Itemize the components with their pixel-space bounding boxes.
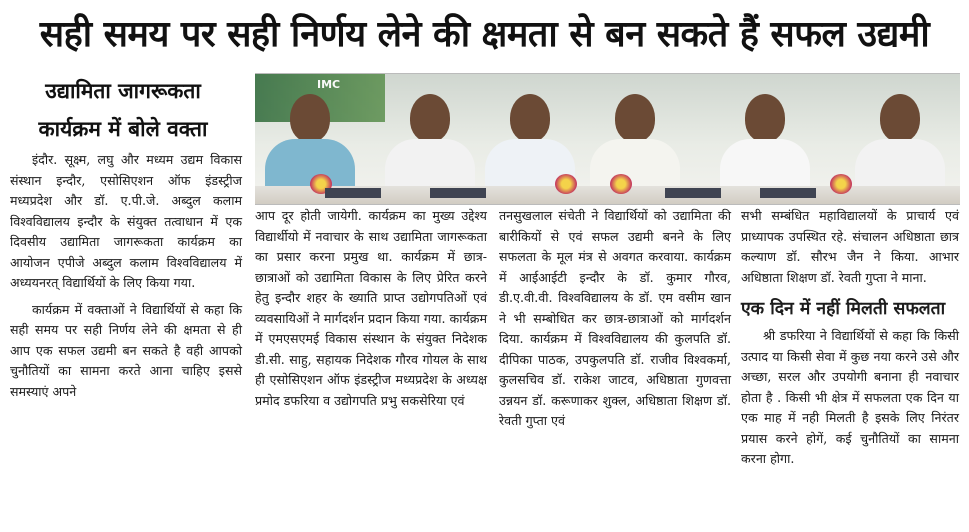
event-photo bbox=[255, 73, 960, 205]
article-column-2 bbox=[255, 206, 487, 411]
flower-bouquet bbox=[610, 174, 632, 194]
flower-bouquet bbox=[830, 174, 852, 194]
paragraph: तनसुखलाल संचेती ने विद्यार्थियों को उद्यामिता की बारीकियों से एवं सफल उद्यमी बनने के लिए सफलता के मूल मंत्र से अवगत करवाया. कार्यक्रम में आईआईटी इन्दौर के डॉ. कुमार गौरव, डी.ए.वी.वी. विश्वविद्यालय के डॉ. एम वसीम खान ने भी सम्बोधित कर छात्र-छात्राओं को मार्गदर्शन दिया. कार्यक्रम में विश्वविद्यालय की कुलपति डॉ. दीपिका पाठक, उपकुलपति डॉ. राजीव विश्वकर्मा, कुलसचिव डॉ. राकेश जाटव, अधिष्ठाता गुणवत्ता उन्नयन डॉ. करूणाकर शुक्ल, अधिष्ठाता शिक्षण डॉ. रेवती गुप्ता एवं bbox=[499, 208, 731, 428]
section-subheading: एक दिन में नहीं मिलती सफलता bbox=[741, 299, 946, 319]
flower-bouquet bbox=[555, 174, 577, 194]
nameplate bbox=[325, 188, 381, 198]
paragraph: श्री डफरिया ने विद्यार्थियों से कहा कि किसी उत्पाद या किसी सेवा में कुछ नया करने उसे और अच्छा, सरल और उपयोगी बनाना ही नवाचार होता है . किसी भी क्षेत्र में सफलता एक दिन या एक माह में नही मिलती है इसके लिए निरंतर प्रयास करने होगें, कई चुनौतियों का सामना करना होगा. bbox=[741, 328, 959, 466]
nameplate bbox=[430, 188, 486, 198]
article-column-1 bbox=[10, 150, 242, 402]
subheading-line-2: कार्यक्रम में बोले वक्ता bbox=[38, 117, 208, 141]
paragraph: इंदौर. सूक्ष्म, लघु और मध्यम उद्यम विकास संस्थान इन्दौर, एसोसिएशन ऑफ इंडस्ट्रीज मध्यप्रदेश और डॉ. ए.पी.जे. अब्दुल कलाम विश्वविद्यालय इन्दौर के संयुक्त तत्वाधान में एक दिवसीय उद्यामिता जागरूकता कार्यक्रम का आयोजन एपीजे अब्दुल कलाम विश्वविद्यालय में अध्ययनरत् विद्यार्थियों के लिए किया गया. bbox=[10, 152, 242, 290]
article-subheading bbox=[8, 72, 238, 148]
banner-text: IMC bbox=[317, 78, 341, 91]
paragraph: सभी सम्बंधित महाविद्यालयों के प्राचार्य एवं प्राध्यापक उपस्थित रहे. संचालन अधिष्ठाता छात्र कल्याण डॉ. सौरभ जैन ने किया. आभार अधिष्ठाता शिक्षण डॉ. रेवती गुप्ता ने माना. bbox=[741, 208, 959, 285]
nameplate bbox=[760, 188, 816, 198]
subheading-line-1: उद्यामिता जागरूकता bbox=[45, 79, 201, 103]
article-column-4 bbox=[741, 206, 959, 470]
article-headline: सही समय पर सही निर्णय लेने की क्षमता से बन सकते हैं सफल उद्यमी bbox=[39, 14, 930, 55]
paragraph: आप दूर होती जायेगी. कार्यक्रम का मुख्य उद्देश्य विद्यार्थीयो में नवाचार के साथ उद्यामिता जागरूकता का प्रसार करना प्रमुख था. कार्यक्रम में छात्र-छात्राओं को उद्यामिता विकास के लिए प्रेरित करने हेतु इन्दौर शहर के ख्याति प्राप्त उद्योगपतिओं एवं व्यवसायिओं ने मार्गदर्शन प्रदान किया गया. कार्यक्रम में एमएसएमई विकास संस्थान के संयुक्त निदेशक डी.सी. साहु, सहायक निदेशक गौरव गोयल के साथ ही एसोसिएशन ऑफ इंडस्ट्रीज मध्यप्रदेश के अध्यक्ष प्रमोद डफरिया व उद्योगपति प्रभु सकसेरिया एवं bbox=[255, 208, 487, 408]
article-column-3 bbox=[499, 206, 731, 432]
paragraph: कार्यक्रम में वक्ताओं ने विद्यार्थियों से कहा कि सही समय पर सही निर्णय लेने की क्षमता से ही आप एक सफल उद्यमी बन सकते है वही आपको चुनौतियों का सामना करते आना चाहिए इससे समस्याएं अपने bbox=[10, 301, 242, 399]
nameplate bbox=[665, 188, 721, 198]
